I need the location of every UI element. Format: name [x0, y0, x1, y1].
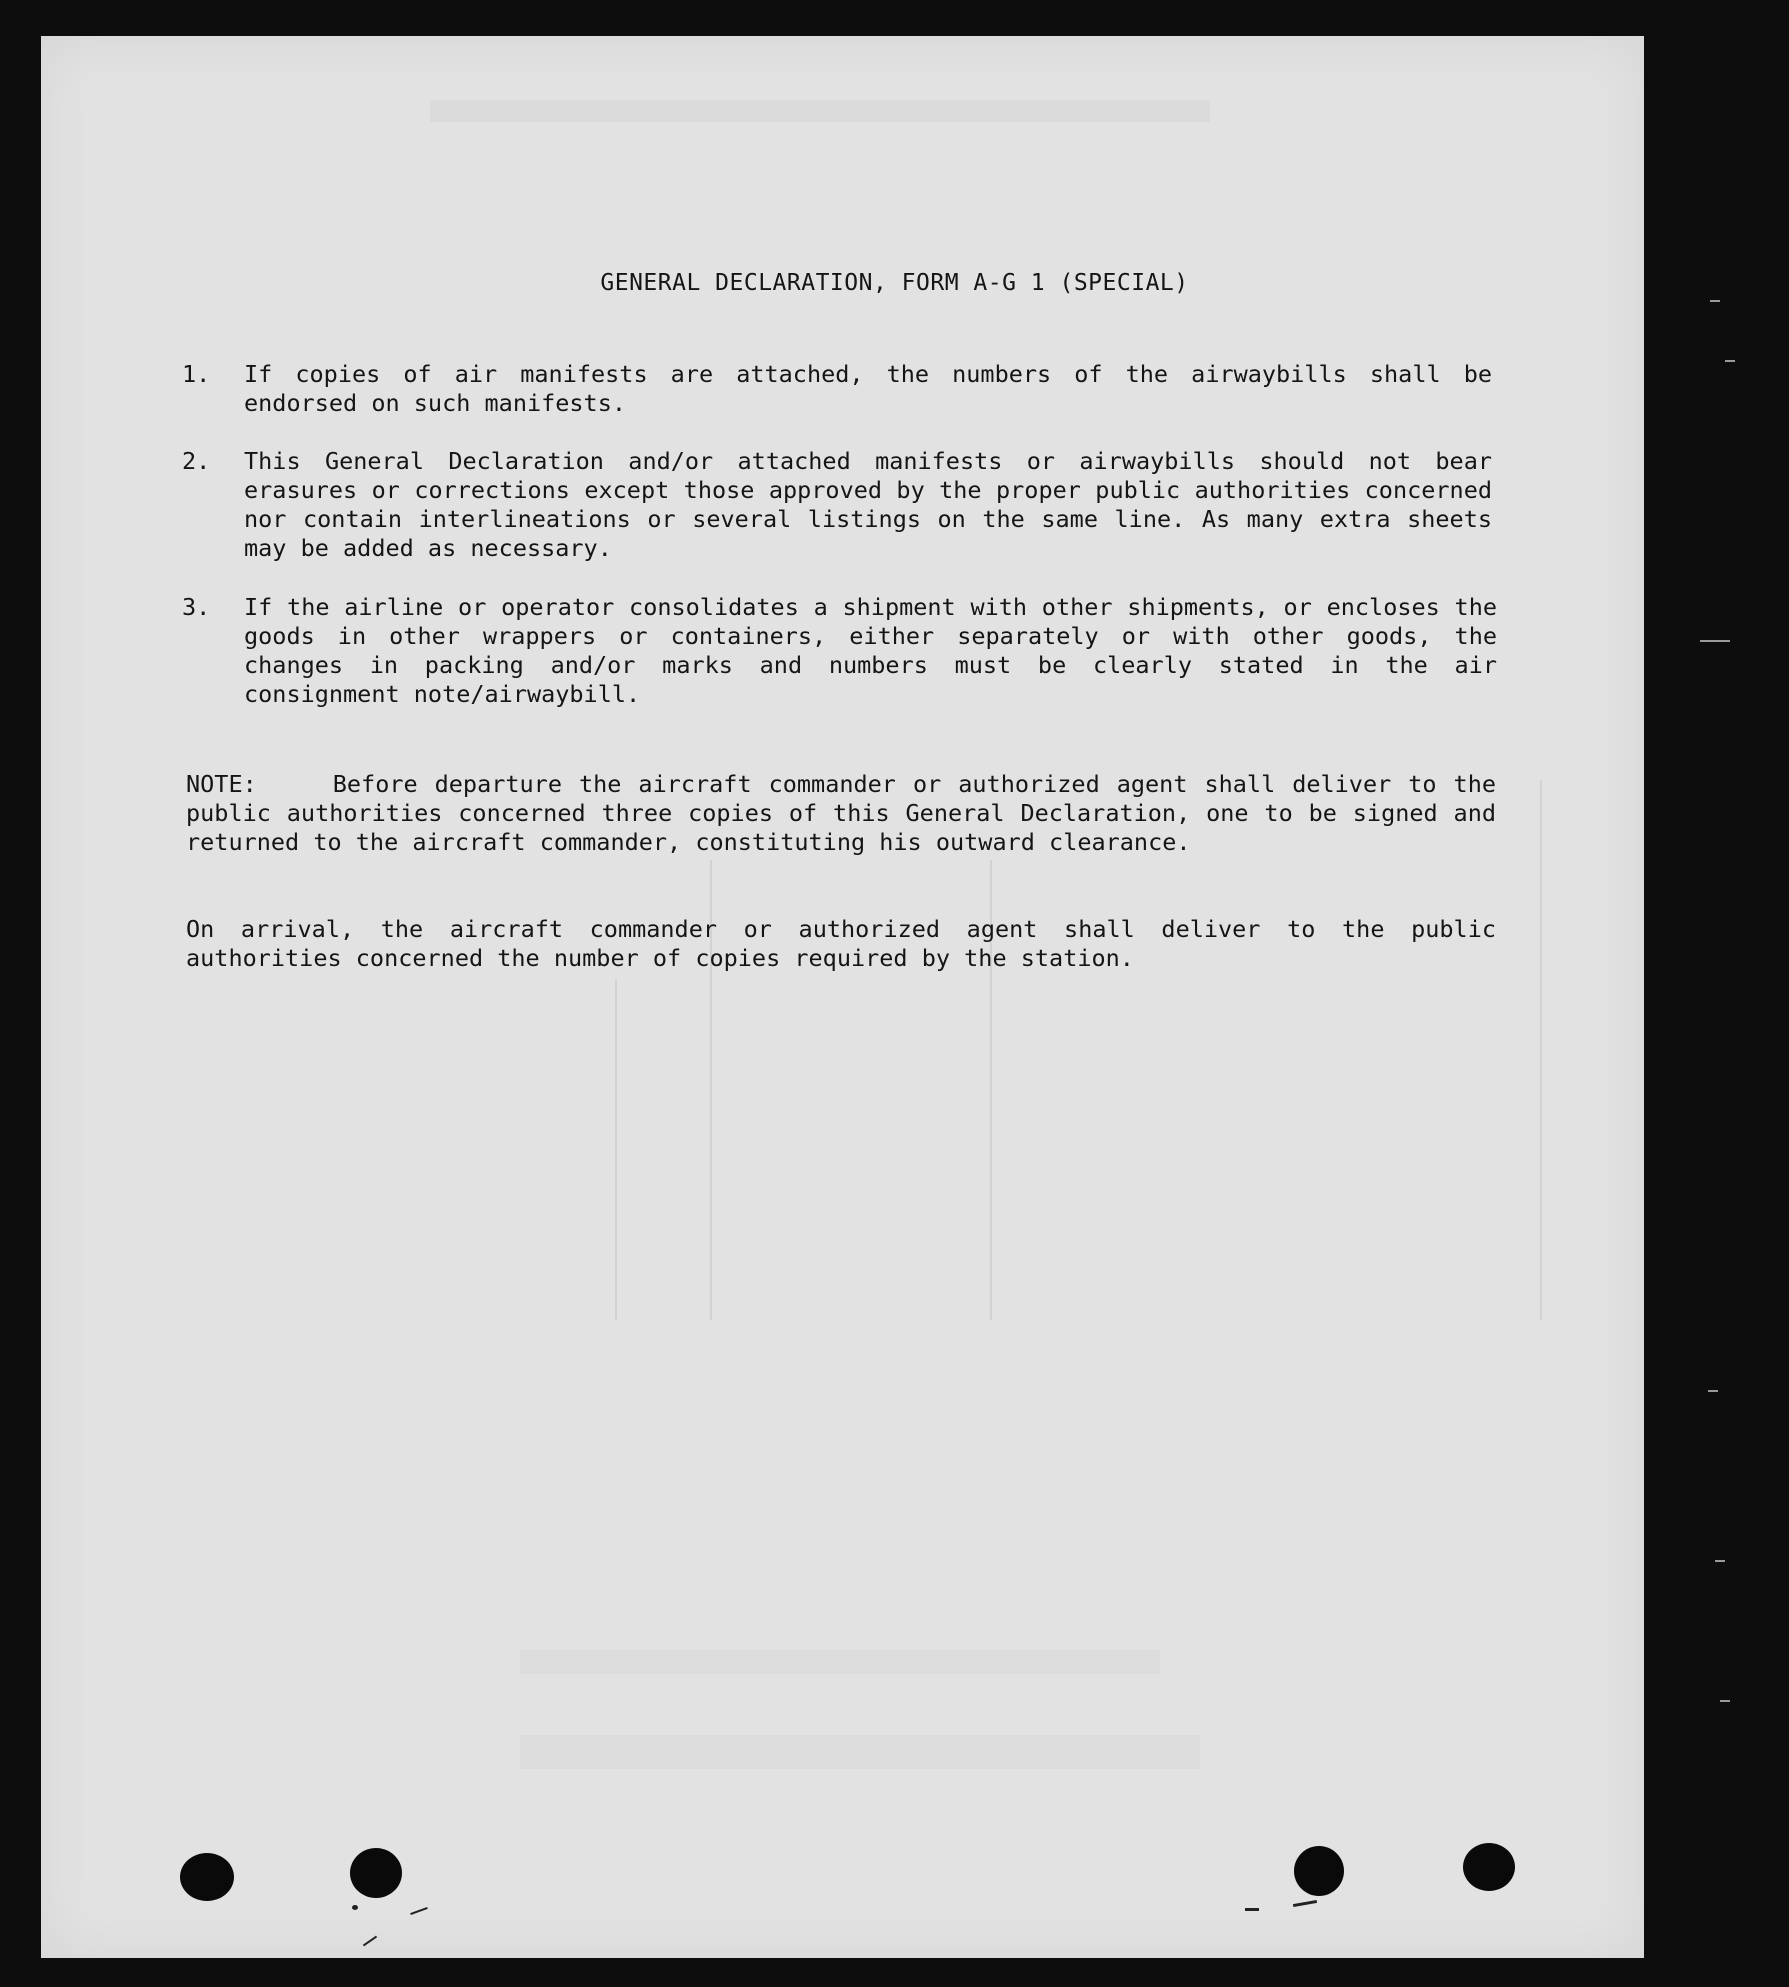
edge-mark: [1720, 1700, 1730, 1702]
arrival-paragraph: On arrival, the aircraft commander or authorized agent shall deliver to the public authorities concerned the number of copies required by the station.: [186, 915, 1496, 972]
bleed-through-table-line: [615, 980, 617, 1320]
punch-hole: [350, 1848, 402, 1898]
edge-mark: [1715, 1560, 1725, 1562]
punch-hole: [1294, 1846, 1344, 1896]
note-paragraph: [186, 770, 1496, 857]
edge-mark: [1700, 640, 1730, 642]
item-text: This General Declaration and/or attached manifests or airwaybills should not bear erasures or corrections except those approved by the proper public authorities concerned nor contain interlineations or several listings on the same line. As many extra sheets may be added as necessary.: [244, 447, 1492, 562]
item-text: If the airline or operator consolidates a shipment with other shipments, or encloses the goods in other wrappers or containers, either separately or with other goods, the changes in packing and/or marks and numbers must be clearly stated in the air consignment note/airwaybill.: [244, 593, 1497, 708]
note-text: Before departure the aircraft commander or authorized agent shall deliver to the public authorities concerned three copies of this General Declaration, one to be signed and returned to the aircraft commander, constituting his outward clearance.: [186, 770, 1496, 856]
item-text: If copies of air manifests are attached, the numbers of the airwaybills shall be endorsed on such manifests.: [244, 360, 1492, 417]
item-number: 2.: [182, 447, 211, 475]
item-number: 1.: [182, 360, 211, 388]
punch-hole: [180, 1853, 234, 1901]
edge-mark: [1708, 1390, 1718, 1392]
item-number: 3.: [182, 593, 211, 621]
bleed-through-band: [430, 100, 1210, 122]
bleed-through-band: [520, 1650, 1160, 1674]
pencil-mark: [352, 1905, 358, 1910]
document-title: GENERAL DECLARATION, FORM A-G 1 (SPECIAL): [600, 270, 1189, 296]
pencil-mark: [1245, 1908, 1259, 1911]
note-label: NOTE:: [186, 770, 257, 798]
edge-mark: [1725, 360, 1735, 362]
bleed-through-table-line: [1540, 780, 1542, 1320]
punch-hole: [1463, 1843, 1515, 1891]
edge-mark: [1710, 300, 1720, 302]
bleed-through-band: [520, 1735, 1200, 1769]
